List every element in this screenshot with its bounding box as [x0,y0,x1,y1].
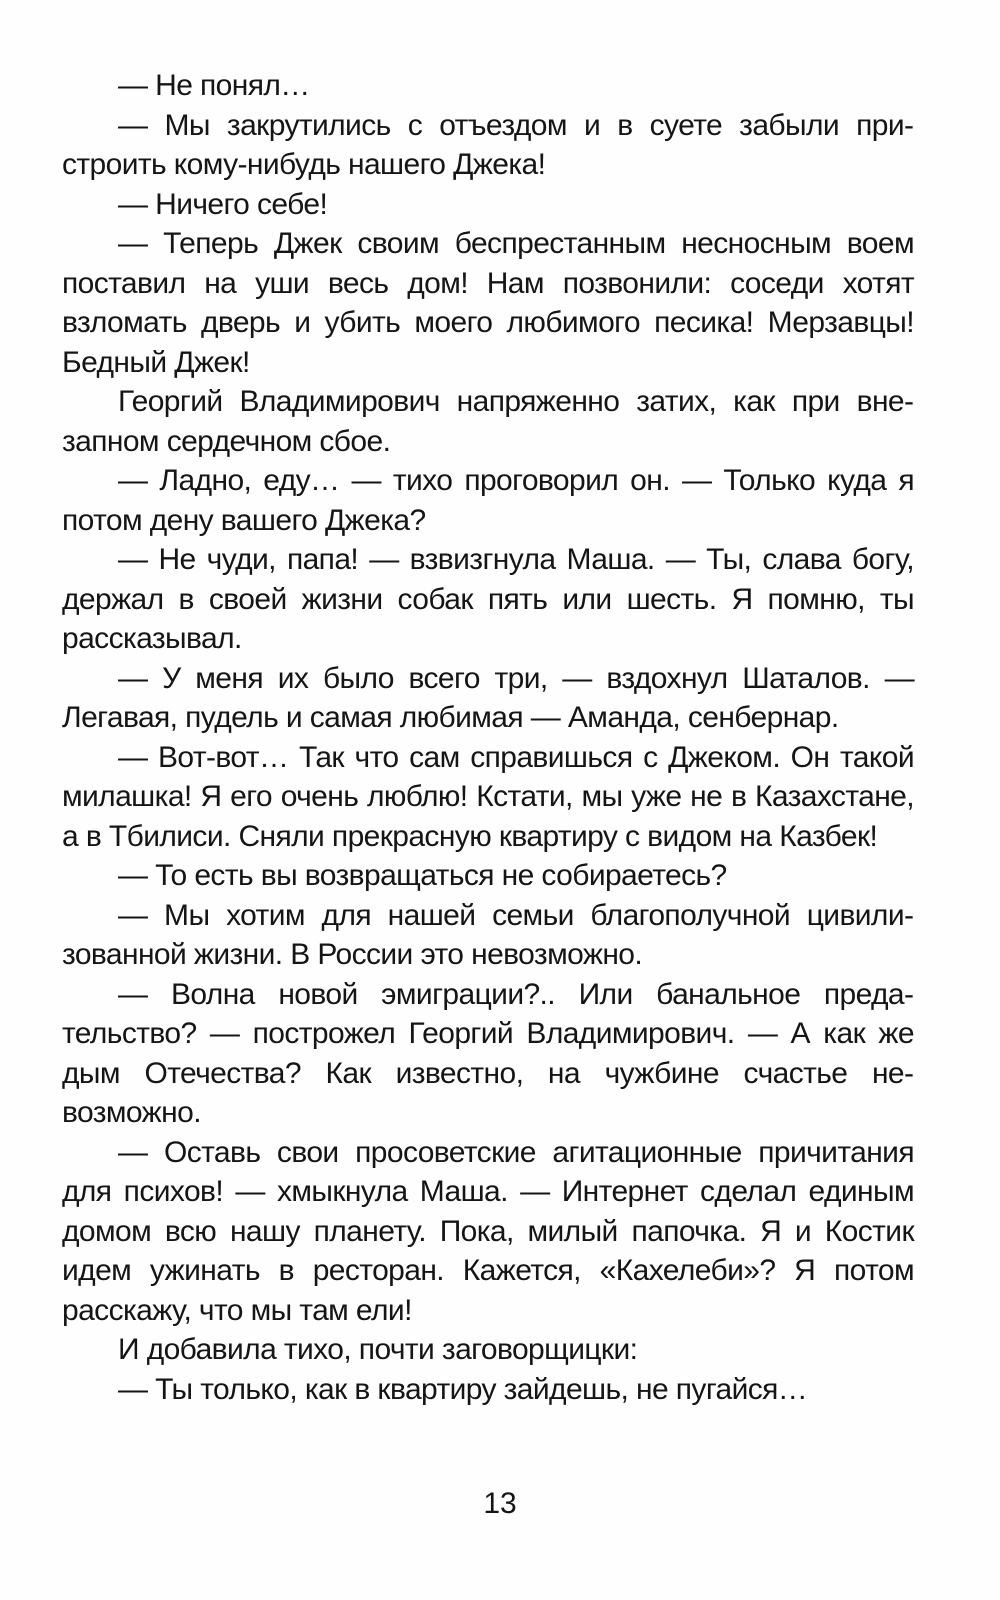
paragraph-2: — Мы закрутились с отъездом и в суете забыли пристроить кому-нибудь нашего Джека! [62,108,914,181]
paragraph-3: — Ничего себе! [118,187,328,221]
paragraph-11: — Мы хотим для нашей семьи благополучной цивилизованной жизни. В России это невозможно. [62,898,914,971]
paragraph-14: И добавила тихо, почти заговорщицки: [118,1333,638,1366]
page-number: 13 [483,1487,517,1520]
paragraph-9: — Вот-вот… Так что сам справишься с Джеком. Он такой милашка! Я его очень люблю! Кстати, мы уже не в Казахстане, а в Тбилиси. Сняли прекрасную квартиру с видом на Казбек! [62,740,914,853]
paragraph-13: — Оставь свои просоветские агитационные причитания для психов! — хмыкнула Маша. — Интернет сделал единым домом всю нашу планету. Пока, милый папочка. Я и Костик идем ужинать в ресторан. Кажется, «Кахелеби»? Я потом расскажу, что мы там ели! [62,1135,914,1327]
paragraph-5: Георгий Владимирович напряженно затих, как при внезапном сердечном сбое. [62,385,914,458]
paragraph-6: — Ладно, еду… — тихо проговорил он. — Только куда я потом дену вашего Джека? [62,464,914,537]
paragraph-8: — У меня их было всего три, — вздохнул Шаталов. — Легавая, пудель и самая любимая — Аманда, сенбернар. [62,661,914,734]
paragraph-10: — То есть вы возвращаться не собираетесь? [118,859,727,892]
paragraph-7: — Не чуди, папа! — взвизгнула Маша. — Ты, слава богу, держал в своей жизни собак пять или шесть. Я помню, ты рассказывал. [62,543,914,655]
paragraph-15: — Ты только, как в квартиру зайдешь, не пугайся… [118,1372,808,1406]
paragraph-4: — Теперь Джек своим беспрестанным несносным воем поставил на уши весь дом! Нам позвонили: соседи хотят взломать дверь и убить моего любимого песика! Мерзавцы! Бедный Джек! [62,227,914,379]
paragraph-12: — Волна новой эмиграции?.. Или банальное предательство? — построжел Георгий Владимирович. — А как же дым Отечества? Как известно, на чужбине счастье невозможно. [62,977,914,1129]
body-text [62,66,914,1409]
paragraph-1: — Не понял… [118,69,310,102]
